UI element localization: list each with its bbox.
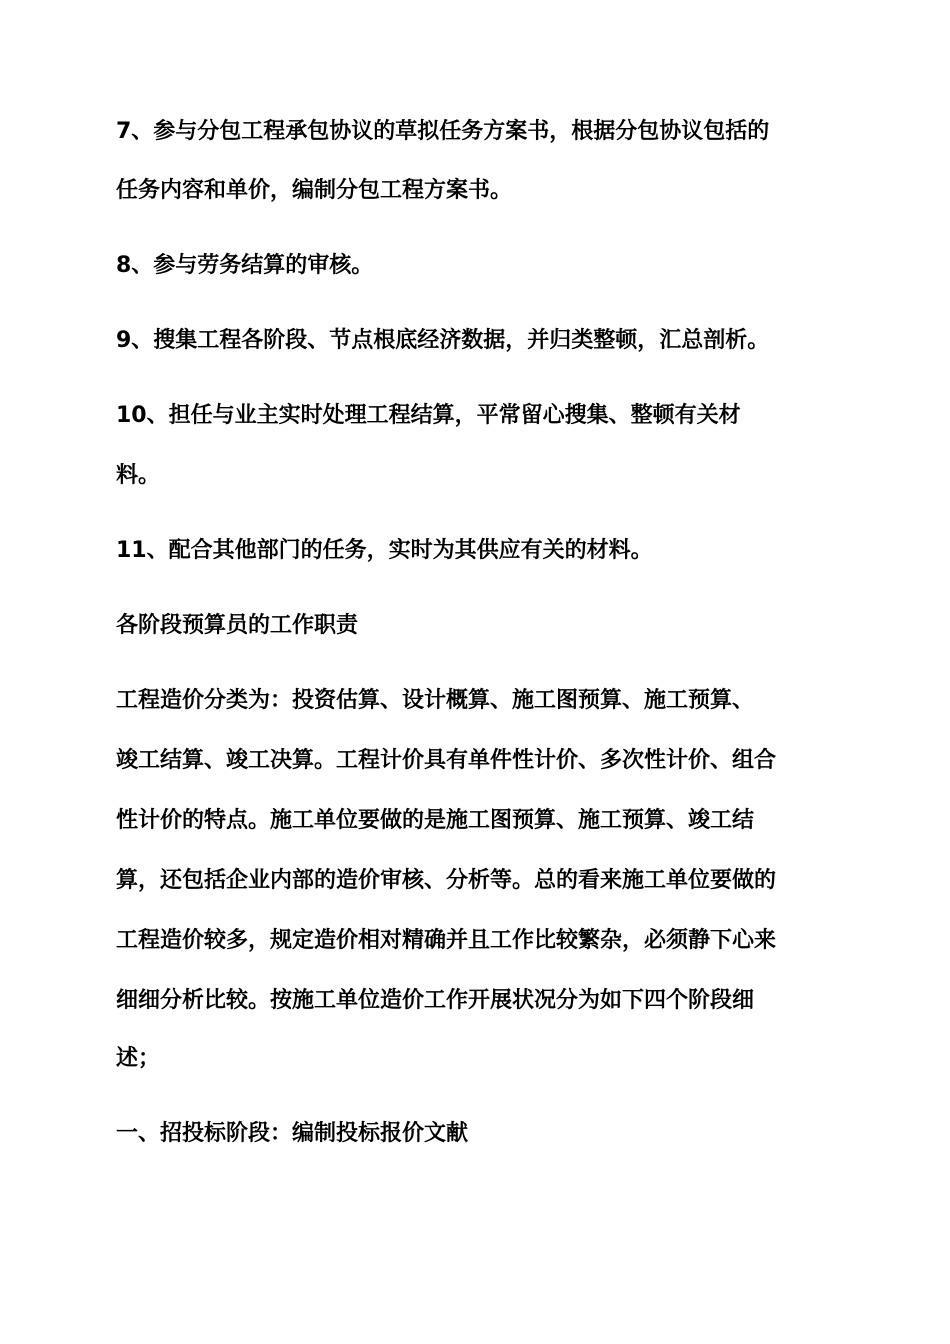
text-line: 性计价的特点。施工单位要做的是施工图预算、施工预算、竣工结	[116, 808, 755, 833]
text-line: 工程造价较多，规定造价相对精确并且工作比较繁杂，必须静下心来	[116, 928, 777, 953]
text-line: 料。	[116, 463, 161, 488]
section-heading: 各阶段预算员的工作职责	[116, 613, 359, 638]
text-line: 9、搜集工程各阶段、节点根底经济数据，并归类整顿，汇总剖析。	[116, 328, 770, 353]
text-line: 任务内容和单价，编制分包工程方案书。	[116, 178, 513, 203]
text-line: 工程造价分类为：投资估算、设计概算、施工图预算、施工预算、	[116, 688, 755, 713]
text-line: 8、参与劳务结算的审核。	[116, 253, 374, 278]
text-line: 7、参与分包工程承包协议的草拟任务方案书，根据分包协议包括的	[116, 119, 770, 144]
text-line: 细细分析比较。按施工单位造价工作开展状况分为如下四个阶段细	[116, 988, 755, 1013]
text-line: 10、担任与业主实时处理工程结算，平常留心搜集、整顿有关材	[116, 403, 741, 428]
text-line: 竣工结算、竣工决算。工程计价具有单件性计价、多次性计价、组合	[116, 748, 777, 773]
text-line: 11、配合其他部门的任务，实时为其供应有关的材料。	[116, 538, 653, 563]
text-line: 算，还包括企业内部的造价审核、分析等。总的看来施工单位要做的	[116, 868, 777, 893]
text-line: 述；	[116, 1046, 161, 1071]
section-heading: 一、招投标阶段：编制投标报价文献	[116, 1121, 469, 1146]
